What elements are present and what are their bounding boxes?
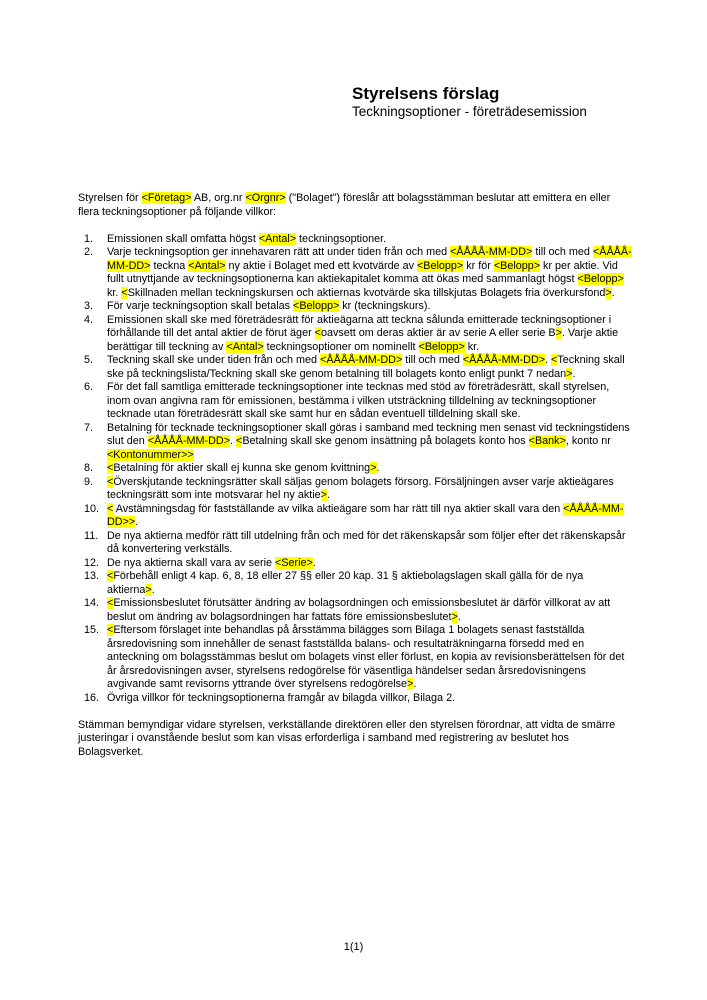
- placeholder-highlight: <Antal>: [188, 259, 226, 272]
- placeholder-highlight: <ÅÅÅÅ-MM-DD>: [320, 354, 403, 366]
- list-item: [78, 530, 632, 557]
- list-item: [78, 503, 632, 530]
- list-item-number: 1.: [84, 232, 94, 245]
- list-item-number: 8.: [84, 462, 94, 474]
- list-item: [78, 314, 632, 355]
- placeholder-highlight: <Antal>: [258, 232, 297, 245]
- placeholder-highlight: <Belopp>: [493, 259, 541, 272]
- list-item-text: <Eftersom förslaget inte behandlas på årsstämma bilägges som Bilaga 1 bolagets senast fastställda årsredovisning som innehåller de senast fastställda balans- och resultaträkningarna försedd med en anteckning om bolagsstämmas beslut om bolagets vinst eller förlust, en kopia av revisionsberättelsen för det år årsredovisningen avser, styrelsens redogörelse för väsentliga händelser sedan årsredovisningens avgivande samt revisorns yttrande över styrelsens redogörelse>.: [107, 624, 625, 690]
- list-item: [78, 354, 632, 381]
- placeholder-highlight: <: [107, 475, 114, 488]
- list-item-number: 4.: [84, 313, 94, 326]
- placeholder-highlight: <: [236, 435, 243, 447]
- placeholder-highlight: <Orgnr>: [245, 192, 286, 204]
- placeholder-highlight: <: [107, 502, 114, 515]
- list-item-text: Emissionen skall omfatta högst <Antal> teckningsoptioner.: [107, 232, 387, 245]
- list-item-number: 7.: [84, 421, 94, 434]
- placeholder-highlight: <Belopp>: [416, 259, 464, 272]
- placeholder-highlight: >: [145, 583, 152, 596]
- list-item: [78, 381, 632, 422]
- list-item: [78, 476, 632, 503]
- list-item-text: < Avstämningsdag för fastställande av vilka aktieägare som har rätt till nya aktier skall vara den <ÅÅÅÅ-MM-DD>>.: [107, 502, 624, 528]
- placeholder-highlight: <ÅÅÅÅ-MM-DD>: [147, 435, 231, 447]
- placeholder-highlight: <Belopp>: [577, 273, 624, 285]
- list-item-number: 12.: [84, 556, 100, 569]
- list-item: [78, 557, 632, 571]
- list-item: [78, 570, 632, 597]
- placeholder-highlight: <ÅÅÅÅ-MM-DD>: [450, 246, 533, 258]
- document-body: [78, 192, 632, 759]
- list-item-number: 13.: [84, 570, 100, 582]
- placeholder-highlight: <: [107, 570, 114, 582]
- list-item: [78, 692, 632, 706]
- placeholder-highlight: <: [121, 286, 128, 299]
- placeholder-highlight: <ÅÅÅÅ-MM-DD>>: [107, 502, 624, 528]
- placeholder-highlight: >: [605, 286, 612, 299]
- placeholder-highlight: >: [451, 610, 458, 623]
- page-subtitle: Teckningsoptioner - företrädesemission: [352, 104, 587, 119]
- list-item-text: De nya aktierna medför rätt till utdelning från och med för det räkenskapsår som följer efter det räkenskapsår då konvertering verkställs.: [107, 529, 626, 555]
- list-item: [78, 300, 632, 314]
- list-item-number: 16.: [84, 691, 100, 704]
- closing-paragraph: Stämman bemyndigar vidare styrelsen, verkställande direktören eller den styrelsen förordnar, att vidta de smärre justeringar i ovanstående beslut som kan visas erforderliga i samband med registrering av beslutet hos Bolagsverket.: [78, 718, 616, 758]
- terms-list: [78, 233, 632, 706]
- placeholder-highlight: <Bank>: [528, 435, 566, 447]
- placeholder-highlight: >: [320, 489, 327, 501]
- placeholder-highlight: <: [107, 624, 114, 636]
- list-item-number: 9.: [84, 475, 94, 488]
- list-item-number: 11.: [84, 529, 99, 542]
- list-item: [78, 462, 632, 476]
- list-item-number: 14.: [84, 597, 100, 609]
- placeholder-highlight: >: [566, 367, 573, 380]
- list-item-text: <Förbehåll enligt 4 kap. 6, 8, 18 eller 27 §§ eller 20 kap. 31 § aktiebolagslagen skall gälla för de nya aktierna>.: [107, 570, 584, 596]
- placeholder-highlight: <Belopp>: [418, 340, 465, 353]
- list-item-number: 6.: [84, 381, 94, 393]
- placeholder-highlight: <: [107, 597, 114, 609]
- placeholder-highlight: <: [551, 354, 558, 366]
- placeholder-highlight: <: [314, 327, 321, 339]
- list-item-number: 10.: [84, 502, 100, 515]
- page-number: 1(1): [343, 941, 364, 953]
- list-item: [78, 597, 632, 624]
- list-item-text: För varje teckningsoption skall betalas <Belopp> kr (teckningskurs).: [107, 300, 431, 312]
- document-header: [352, 84, 587, 120]
- placeholder-highlight: <Kontonummer>>: [107, 448, 194, 461]
- list-item-text: <Betalning för aktier skall ej kunna ske genom kvittning>.: [107, 462, 380, 474]
- list-item: [78, 624, 632, 692]
- placeholder-highlight: <Serie>: [275, 556, 313, 569]
- page-title: Styrelsens förslag: [352, 84, 500, 103]
- list-item: [78, 422, 632, 463]
- list-item-text: Varje teckningsoption ger innehavaren rätt att under tiden från och med <ÅÅÅÅ-MM-DD> till och med <ÅÅÅÅ-MM-DD> teckna <Antal> ny aktie i Bolaget med ett kvotvärde av <Belopp> kr för <Belopp> kr per aktie. Vid fullt utnyttjande av teckningsoptionerna kan aktiekapitalet komma att ökas med sammanlagt högst <Belopp> kr. <Skillnaden mellan teckningskursen och aktiernas kvotvärde ska tillskjutas Bolagets fria överkursfond>.: [107, 246, 632, 299]
- placeholder-highlight: <: [107, 462, 114, 474]
- list-item-number: 15.: [84, 624, 100, 636]
- placeholder-highlight: <ÅÅÅÅ-MM-DD>: [107, 246, 632, 272]
- placeholder-highlight: <ÅÅÅÅ-MM-DD>: [462, 354, 546, 366]
- list-item-text: <Överskjutande teckningsrätter skall säljas genom bolagets försorg. Försäljningen avser varje aktieägares teckningsrätt som inte motsvarar hel ny aktie>.: [107, 475, 614, 501]
- placeholder-highlight: >: [407, 678, 414, 690]
- list-item-text: <Emissionsbeslutet förutsätter ändring av bolagsordningen och emissionsbeslutet är därför villkorat av att beslut om ändring av bolagsordningen har fattats före emissionsbeslutet>.: [107, 597, 611, 623]
- list-item-text: De nya aktierna skall vara av serie <Serie>.: [107, 556, 316, 569]
- list-item-number: 2.: [84, 246, 94, 258]
- list-item-text: Teckning skall ske under tiden från och med <ÅÅÅÅ-MM-DD> till och med <ÅÅÅÅ-MM-DD>. <Teckning skall ske på teckningslista/Teckning skall ske genom betalning till bolagets konto enligt punkt 7 nedan>.: [107, 354, 625, 380]
- list-item-text: För det fall samtliga emitterade teckningsoptioner inte tecknas med stöd av företrädesrätt, skall styrelsen, inom ovan angivna ram för emissionen, bestämma i vilken utsträckning tilldelning av teckningsoptioner tecknade utan företrädesrätt skall ske samt hur en sådan eventuell tilldelning skall ske.: [107, 381, 610, 420]
- list-item: [78, 246, 632, 300]
- placeholder-highlight: <Företag>: [141, 192, 192, 204]
- placeholder-highlight: >: [555, 327, 562, 339]
- intro-paragraph: Styrelsen för <Företag> AB, org.nr <Orgnr> ("Bolaget") föreslår att bolagsstämman beslutar att emittera en eller flera teckningsoptioner på följande villkor:: [78, 192, 611, 218]
- placeholder-highlight: <Antal>: [226, 340, 264, 353]
- list-item-text: Övriga villkor för teckningsoptionerna framgår av bilagda villkor, Bilaga 2.: [107, 691, 456, 704]
- list-item: [78, 233, 632, 247]
- list-item-text: Emissionen skall ske med företrädesrätt för aktieägarna att teckna sålunda emitterade teckningsoptioner i förhållande till det antal aktier de förut äger <oavsett om deras aktier är av serie A eller serie B>. Varje aktie berättigar till teckning av <Antal> teckningsoptioner om nominellt <Belopp> kr.: [107, 313, 619, 353]
- list-item-number: 5.: [84, 354, 94, 366]
- placeholder-highlight: >: [370, 462, 377, 474]
- placeholder-highlight: <Belopp>: [293, 300, 340, 312]
- list-item-text: Betalning för tecknade teckningsoptioner skall göras i samband med teckning men senast vid teckningstidens slut den <ÅÅÅÅ-MM-DD>. <Betalning skall ske genom insättning på bolagets konto hos <Bank>, konto nr <Kontonummer>>: [107, 421, 630, 461]
- list-item-number: 3.: [84, 300, 94, 312]
